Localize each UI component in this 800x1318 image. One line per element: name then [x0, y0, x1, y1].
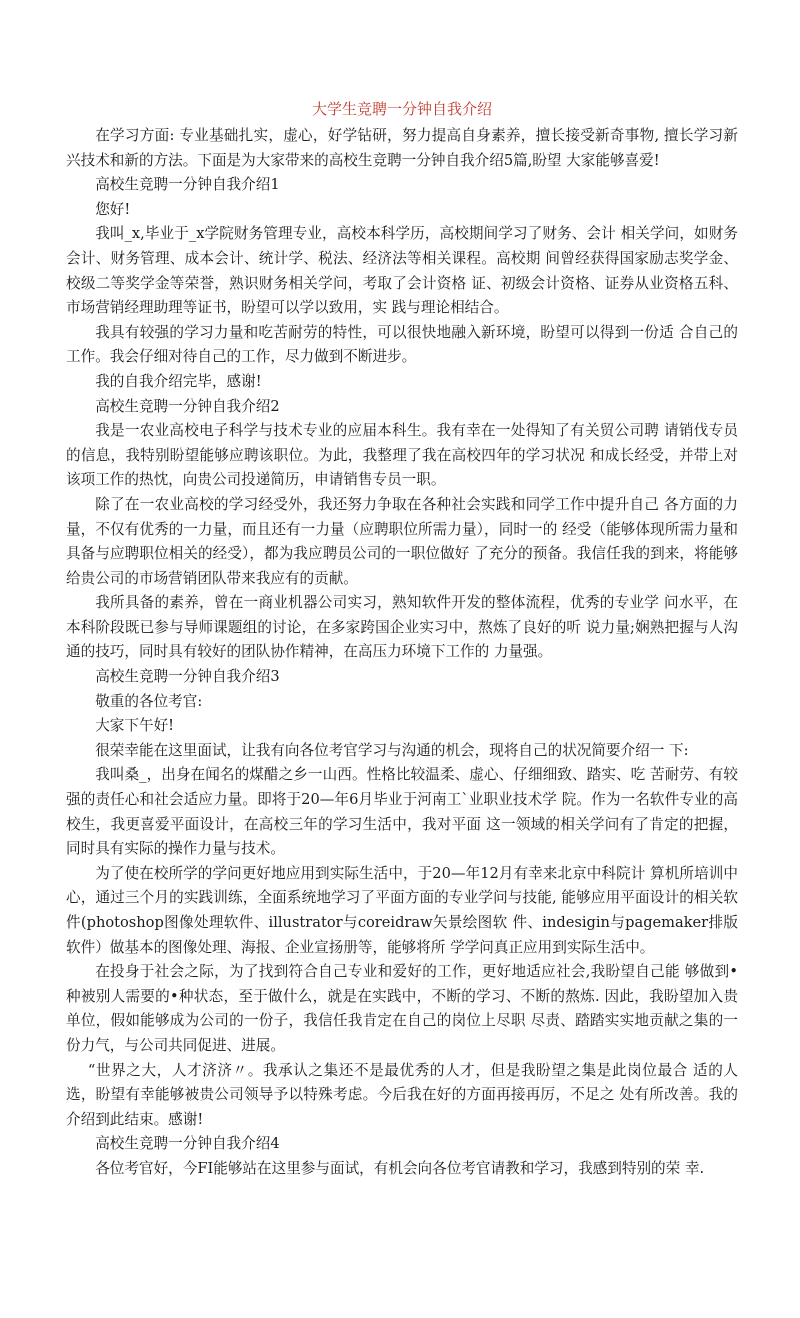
- paragraph: 我是一农业高校电子科学与技术专业的应届本科生。我有幸在一处得知了有关贸公司聘 请销伐专员的信息，我特别盼望能够应聘该职位。为此，我整理了我在高校四年的学习状况 和成长经受，并带上对该项工作的热忱，向贵公司投递简历，申请销售专员一职。: [66, 422, 738, 489]
- section-heading: 高校生竞聘一分钟自我介绍1: [95, 176, 280, 194]
- section-heading: 您好!: [95, 200, 131, 218]
- paragraph: 很荣幸能在这里面试，让我有向各位考官学习与沟通的机会，现将自己的状况简要介绍一 下:: [95, 741, 689, 759]
- section-heading: 我的自我介绍完毕，感谢!: [95, 372, 262, 390]
- document-body: [66, 124, 738, 1182]
- document-title: 大学生竞聘一分钟自我介绍: [311, 100, 492, 118]
- paragraph: 我叫桑_，出身在闻名的煤醋之乡一山西。性格比较温柔、虚心、仔细细致、踏实、吃 苦耐劳、有较强的责任心和社会适应力量。即将于20—年6月毕业于河南工`业职业技术学 院。作为一名软件专业的高校生，我更喜爱平面设计，在高校三年的学习生活中，我对平面 这一领域的相关学问有了肯定的把握，同时具有实际的操作力量与技术。: [66, 766, 738, 858]
- paragraph: 我叫_x,毕业于_x学院财务管理专业，高校本科学历，高校期间学习了财务、会计 相关学问，如财务会计、财务管理、成本会计、统计学、税法、经济法等相关课程。高校期 间曾经获得国家励志奖学金、校级二等奖学金等荣誉，熟识财务相关学问，考取了会计资格 证、初级会计资格、证券从业资格五科、市场营销经理助理等证书，盼望可以学以致用，实 践与理论相结合。: [66, 225, 738, 317]
- paragraph: 在投身于社会之际，为了找到符合自己专业和爱好的工作，更好地适应社会,我盼望自己能 够做到•种被别人需要的•种状态，至于做什么，就是在实践中，不断的学习、不断的熬炼. 因此，我盼望加入贵单位，假如能够成为公司的一份子，我信任我肯定在自己的岗位上尽职 尽责、踏踏实实地贡献之集的一份力气，与公司共同促进、进展。: [66, 963, 738, 1054]
- section-heading: 高校生竞聘一分钟自我介绍2: [95, 397, 280, 415]
- paragraph: 在学习方面: 专业基础扎实，虚心，好学钻研，努力提高自身素养，擅长接受新奇事物, 擅长学习新兴技术和新的方法。下面是为大家带来的高校生竞聘一分钟自我介绍5篇,盼望 大家能够喜爱!: [66, 127, 738, 169]
- paragraph: 我所具备的素养，曾在一商业机器公司实习，熟知软件开发的整体流程，优秀的专业学 问水平，在本科阶段既已参与导师课题组的讨论，在多家跨国企业实习中，熬炼了良好的听 说力量;娴熟把握与人沟通的技巧，同时具有较好的团队协作精神，在高压力环境下工作的 力量强。: [66, 594, 738, 661]
- paragraph: 各位考官好，今FI能够站在这里参与面试，有机会向各位考官请教和学习，我感到特别的荣 幸.: [95, 1159, 705, 1177]
- section-heading: 大家下午好!: [95, 717, 175, 735]
- section-heading: 高校生竞聘一分钟自我介绍4: [95, 1135, 280, 1153]
- document-page: [66, 98, 738, 1182]
- paragraph: 为了使在校所学的学问更好地应用到实际生活中，于20—年12月有幸来北京中科院计 算机所培训中心，通过三个月的实践训练，全面系统地学习了平面方面的专业学问与技能, 能够应用平面设计的相关软件(photoshop图像处理软件、illustrator与coreidraw矢景绘图软 件、indesigin与pagemaker排版软件）做基本的图像处理、海报、企业宣扬册等，能够将所 学学问真正应用到实际生活中。: [66, 864, 738, 956]
- section-heading: 敬重的各位考官:: [95, 692, 203, 710]
- section-heading: 高校生竞聘一分钟自我介绍3: [95, 668, 280, 686]
- paragraph: 我具有较强的学习力量和吃苦耐劳的特性，可以很快地融入新环境，盼望可以得到一份适 合自己的工作。我会仔细对待自己的工作，尽力做到不断进步。: [66, 323, 738, 366]
- paragraph: “世界之大，人才济济〃。我承认之集还不是最优秀的人才，但是我盼望之集是此岗位最合 适的人选，盼望有幸能够被贵公司领导予以特殊考虑。今后我在好的方面再接再厉，不足之 处有所改善。我的介绍到此结束。感谢!: [66, 1061, 738, 1128]
- paragraph: 除了在一农业高校的学习经受外，我还努力争取在各种社会实践和同学工作中提升自己 各方面的力量，不仅有优秀的一力量，而且还有一力量（应聘职位所需力量），同时一的 经受（能够体现所需力量和具备与应聘职位相关的经受），都为我应聘员公司的一职位做好 了充分的预备。我信任我的到来，将能够给贵公司的市场营销团队带来我应有的贡献。: [66, 495, 738, 587]
